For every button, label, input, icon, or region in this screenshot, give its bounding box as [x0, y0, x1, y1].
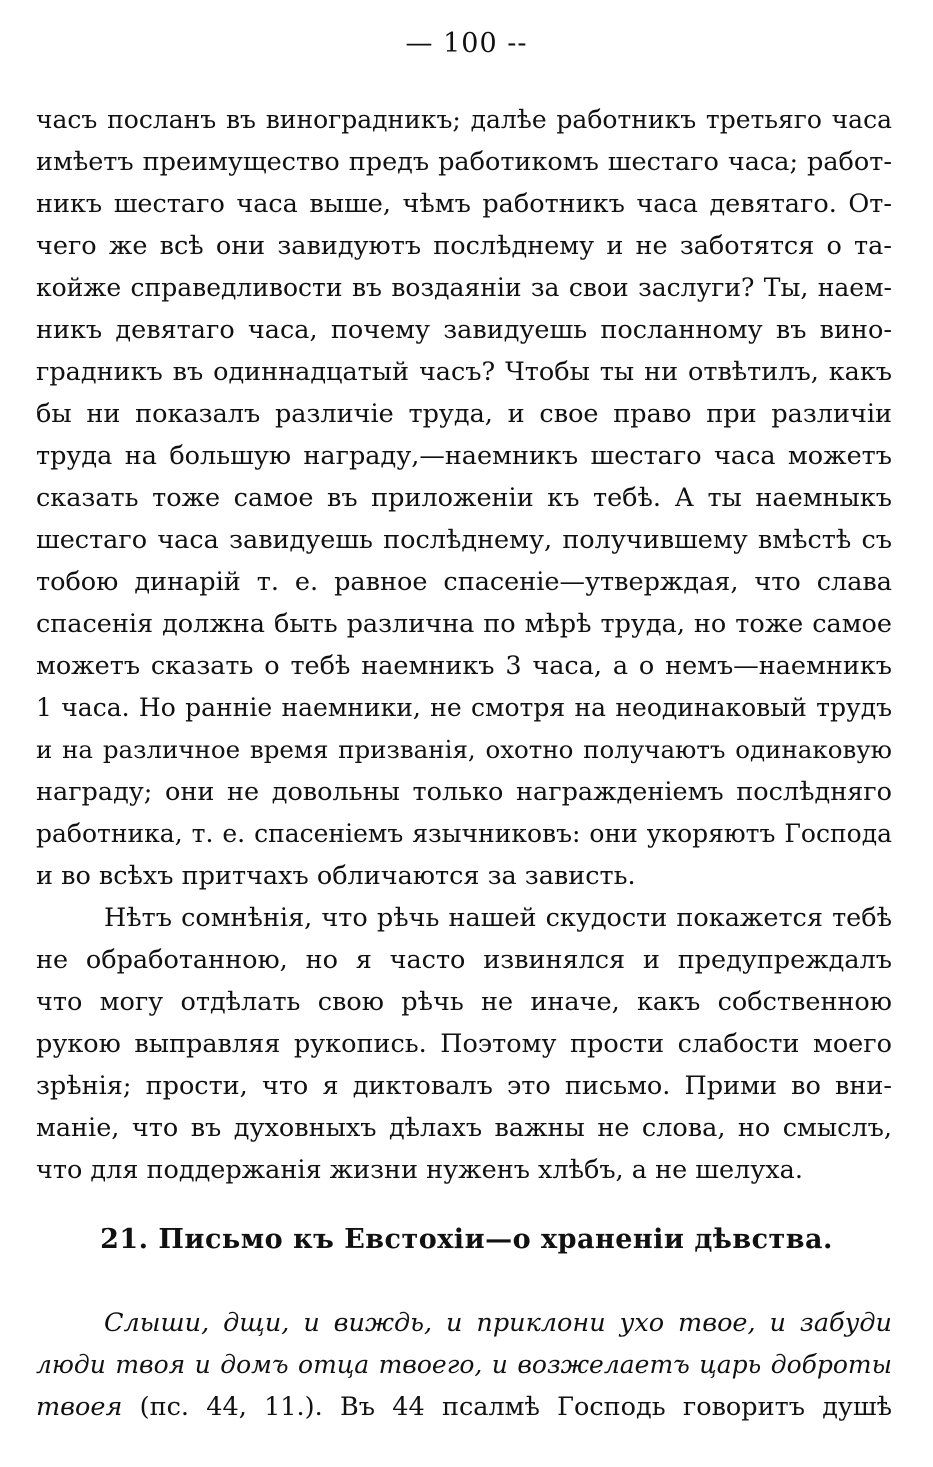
text-line: часъ посланъ въ виноградникъ; далѣе работникъ третьяго часа: [36, 105, 892, 134]
text-line: зрѣнiя; прости, что я диктовалъ это письмо. Прими во вни-: [36, 1071, 892, 1101]
text-line: спасенiя должна быть различна по мѣрѣ труда, но тоже самое: [36, 609, 892, 639]
text-line: и во всѣхъ притчахъ обличаются за зависть.: [36, 861, 636, 891]
text-line: награду; они не довольны только награжденiемъ послѣдняго: [36, 777, 892, 807]
quote-line: Слыши, дщи, и виждь, и приклони ухо твое, и забуди: [104, 1308, 892, 1338]
text-line: никъ девятаго часа, почему завидуешь посланному въ вино-: [36, 315, 892, 345]
text-line: манiе, что въ духовныхъ дѣлахъ важны не слова, но смыслъ,: [36, 1113, 892, 1143]
text-line: Нѣтъ сомнѣнiя, что рѣчь нашей скудости покажется тебѣ: [104, 903, 892, 933]
text-line: и на различное время призванiя, охотно получаютъ одинаковую: [36, 735, 892, 764]
section-heading: 21. Письмо къ Евстохiи—о храненiи дѣвства.: [100, 1224, 833, 1255]
text-line: рукою выправляя рукопись. Поэтому прости слабости моего: [36, 1029, 892, 1059]
text-line: койже справедливости въ воздаянiи за свои заслуги? Ты, наем-: [36, 273, 892, 302]
text-line: имѣетъ преимущество предъ работикомъ шестаго часа; работ-: [36, 147, 892, 177]
text-continuation: (пс. 44, 11.). Въ 44 псалмѣ Господь говоритъ душѣ: [122, 1392, 892, 1422]
text-line: тобою динарiй т. е. равное спасенiе—утверждая, что слава: [36, 567, 892, 597]
text-line: никъ шестаго часа выше, чѣмъ работникъ часа девятаго. От-: [36, 189, 892, 219]
text-line: не обработанною, но я часто извинялся и предупреждалъ: [36, 945, 892, 975]
text-line: можетъ сказать о тебѣ наемникъ 3 часа, а о немъ—наемникъ: [36, 651, 892, 681]
text-line: 1 часа. Но раннiе наемники, не смотря на неодинаковый трудъ: [36, 693, 892, 722]
text-line: сказать тоже самое въ приложенiи къ тебѣ. А ты наемныкъ: [36, 483, 892, 513]
text-line: что для поддержанiя жизни нуженъ хлѣбъ, а не шелуха.: [36, 1155, 803, 1185]
text-line: чего же всѣ они завидуютъ послѣднему и не заботятся о та-: [36, 231, 892, 261]
text-line: [36, 1390, 892, 1424]
text-line: труда на большую награду,—наемникъ шестаго часа можетъ: [36, 441, 892, 471]
quote-line: люди твоя и домъ отца твоего, и возжелаетъ царь доброты: [36, 1350, 892, 1379]
text-line: что могу отдѣлать свою рѣчь не иначе, какъ собственною: [36, 987, 892, 1017]
text-line: бы ни показалъ различiе труда, и свое право при различiи: [36, 399, 892, 429]
text-line: градникъ въ одиннадцатый часъ? Чтобы ты ни отвѣтилъ, какъ: [36, 357, 892, 387]
quote-end: твоея: [36, 1392, 123, 1422]
text-line: шестаго часа завидуешь послѣднему, получившему вмѣстѣ съ: [36, 525, 892, 555]
page-number: — 100 --: [405, 28, 528, 59]
text-line: работника, т. е. спасенiемъ язычниковъ: они укоряютъ Господа: [36, 819, 892, 848]
